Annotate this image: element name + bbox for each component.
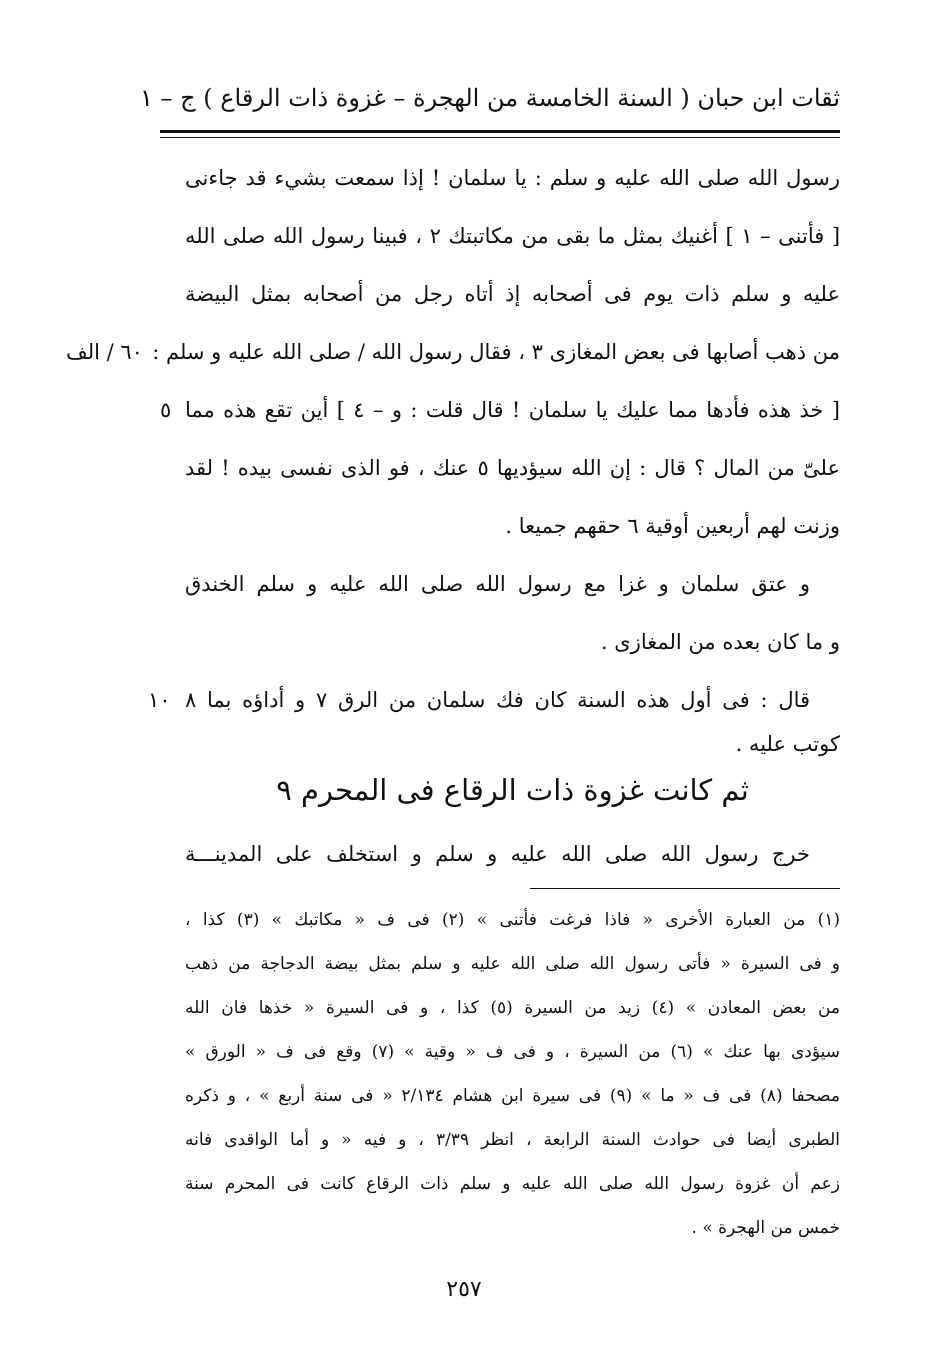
footnote-line-3: من بعض المعادن » (٤) زيد من السيرة (٥) كذا ، و فى السيرة « خذها فان الله	[185, 998, 840, 1018]
para2-line-1: و عتق سلمان و غزا مع رسول الله صلى الله عليه و سلم الخندق	[185, 572, 810, 596]
body-line-6: علىّ من المال ؟ قال : إن الله سيؤديها ٥ عنك ، فو الذى نفسى بيده ! لقد	[185, 456, 840, 480]
body-line-1: رسول الله صلى الله عليه و سلم : يا سلمان ! إذا سمعت بشيء قد جاءنى	[185, 166, 840, 190]
body-line-2: [ فأتنى – ١ ] أغنيك بمثل ما بقى من مكاتبتك ٢ ، فبينا رسول الله صلى الله	[185, 224, 841, 248]
margin-line-number-10: ١٠	[148, 688, 171, 712]
footnote-line-5: مصحفا (٨) فى ف « ما » (٩) فى سيرة ابن هشام ٢/١٣٤ « فى سنة أربع » ، و ذكره	[185, 1086, 840, 1106]
body-line-7: وزنت لهم أربعين أوقية ٦ حقهم جميعا .	[505, 514, 840, 538]
section-heading: ثم كانت غزوة ذات الرقاع فى المحرم ٩	[276, 773, 749, 807]
footnote-line-6: الطبرى أيضا فى حوادث السنة الرابعة ، انظر ٣/٣٩ ، و فيه « و أما الواقدى فانه	[185, 1130, 840, 1150]
header-rule-thin	[160, 137, 840, 138]
footnote-line-8: خمس من الهجرة » .	[691, 1218, 840, 1238]
para4-line-1: خرج رسول الله صلى الله عليه و سلم و استخلف على المدينـــة	[185, 842, 810, 866]
footnote-rule	[530, 888, 840, 889]
para2-line-2: و ما كان بعده من المغازى .	[600, 630, 840, 654]
footnote-line-2: و فى السيرة « فأتى رسول الله صلى الله عليه و سلم بمثل بيضة الدجاجة من ذهب	[185, 954, 840, 974]
body-line-5: [ خذ هذه فأدها مما عليك يا سلمان ! قال قلت : و – ٤ ] أين تقع هذه مما	[185, 398, 840, 422]
body-line-4: من ذهب أصابها فى بعض المغازى ٣ ، فقال رسول الله / صلى الله عليه و سلم :	[152, 340, 840, 364]
footnote-line-4: سيؤدى بها عنك » (٦) من السيرة ، و فى ف « وقية » (٧) وقع فى ف « الورق »	[185, 1042, 840, 1062]
margin-line-number-5: ٥	[160, 398, 172, 422]
running-header: ثقات ابن حبان ( السنة الخامسة من الهجرة – غزوة ذات الرقاع ) ج – ١	[139, 84, 840, 112]
margin-folio: ٦٠ / الف	[66, 340, 143, 364]
footnote-line-1: (١) من العبارة الأخرى « فاذا فرغت فأتنى » (٢) فى ف « مكاتبك » (٣) كذا ،	[185, 910, 840, 930]
para3-line-2: كوتب عليه .	[735, 732, 840, 756]
footnote-line-7: زعم أن غزوة رسول الله صلى الله عليه و سلم ذات الرقاع كانت فى المحرم سنة	[185, 1174, 840, 1194]
header-rule-thick	[160, 130, 840, 133]
page-number: ٢٥٧	[446, 1277, 482, 1302]
body-line-3: عليه و سلم ذات يوم فى أصحابه إذ أتاه رجل من أصحابه بمثل البيضة	[185, 282, 840, 306]
para3-line-1: قال : فى أول هذه السنة كان فك سلمان من الرق ٧ و أداؤه بما ٨	[185, 688, 811, 712]
